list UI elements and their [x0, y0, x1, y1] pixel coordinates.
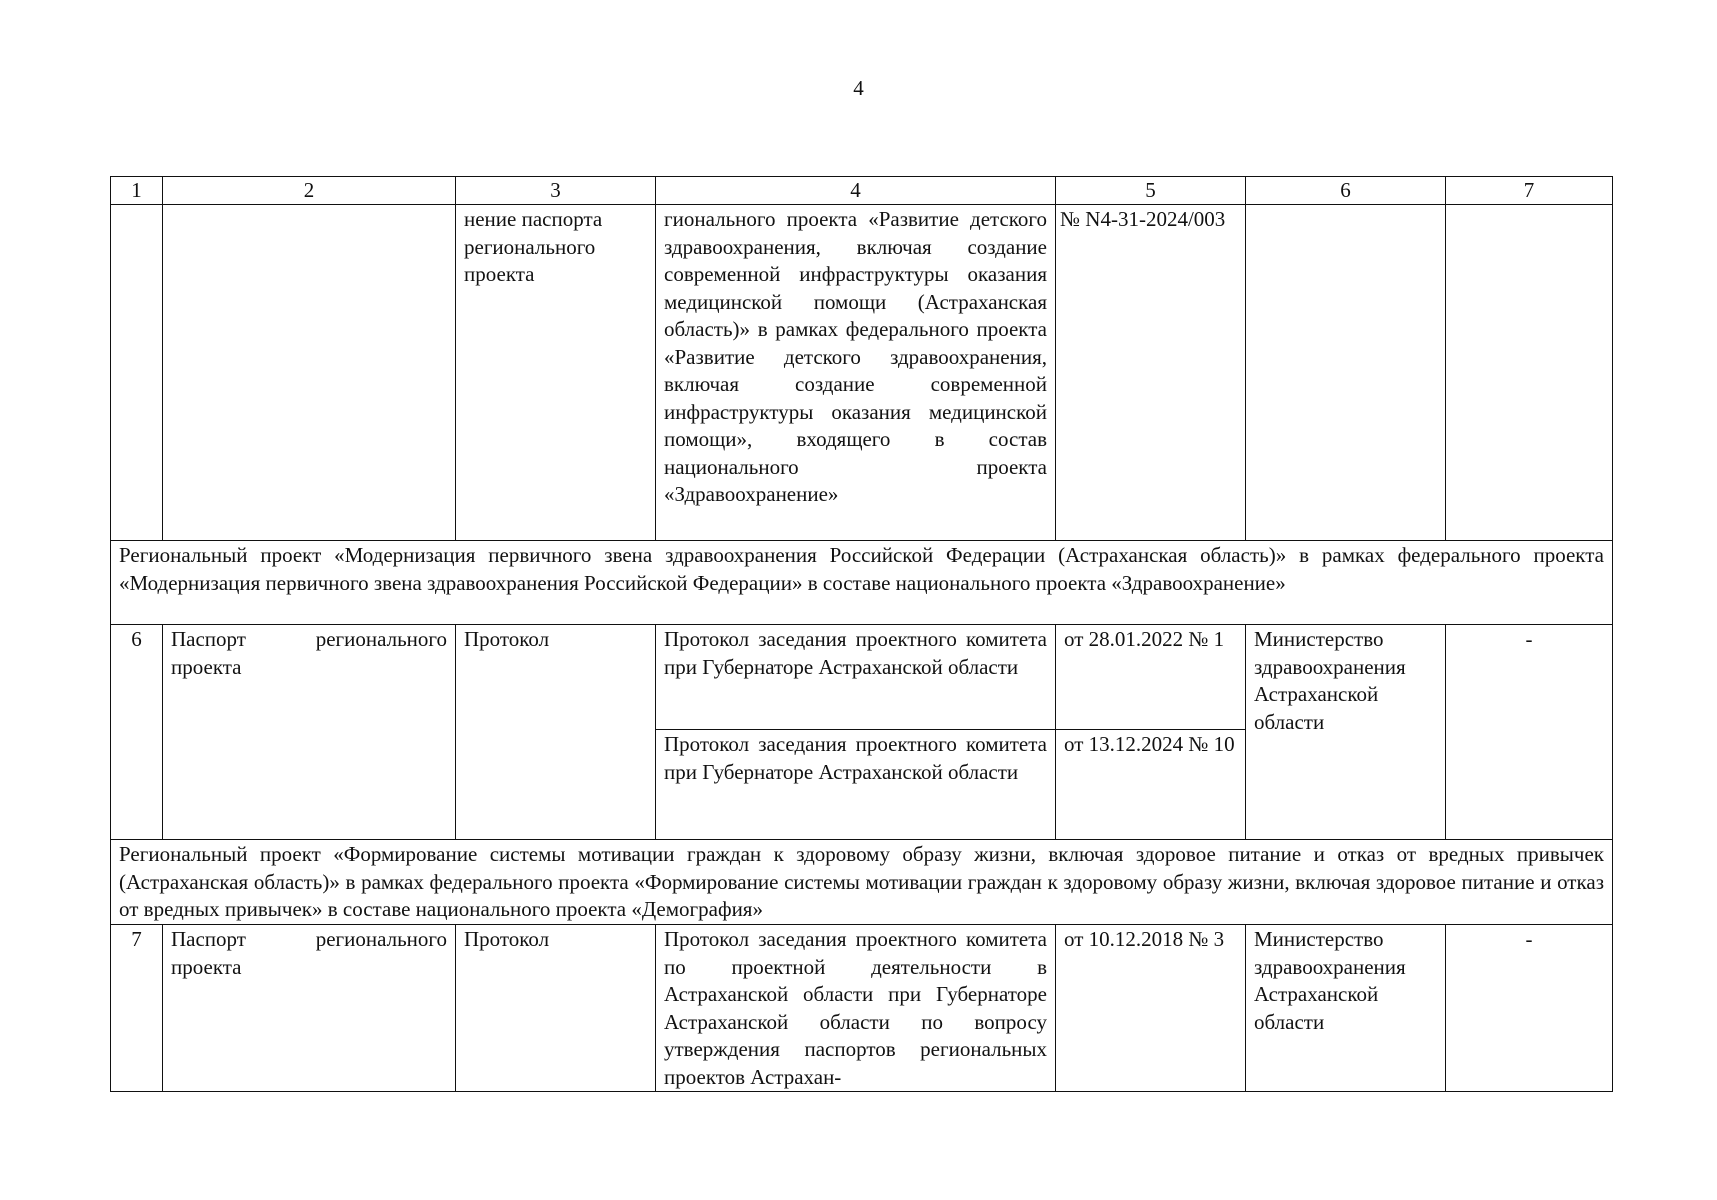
section-heading: Региональный проект «Модернизация первичного звена здравоохранения Российской Федерации (Астраханская область)» в рамках федерального проекта «Модернизация первичного звена здравоохранения Российской Федерации» в составе национального проекта «Здравоохранение» — [111, 541, 1613, 625]
cell-document-kind: Протокол — [456, 925, 656, 1092]
cell-document-name: Протокол заседания проектного комитета по проектной деятельности в Астраханской области при Губернаторе Астраханской области по вопросу утверждения паспортов региональных проектов Астрахан- — [656, 925, 1056, 1092]
table-row-continued — [111, 205, 1613, 541]
column-header: 7 — [1446, 177, 1613, 205]
table-row — [111, 925, 1613, 1092]
table-header-row — [111, 177, 1613, 205]
cell-note: - — [1446, 625, 1613, 840]
column-header: 4 — [656, 177, 1056, 205]
cell-note: - — [1446, 925, 1613, 1092]
table-row — [111, 625, 1613, 730]
cell-number: 7 — [111, 925, 163, 1092]
cell-responsible — [1246, 205, 1446, 541]
column-header: 5 — [1056, 177, 1246, 205]
cell-responsible: Министерство здравоохранения Астраханской области — [1246, 625, 1446, 840]
column-header: 2 — [163, 177, 456, 205]
cell-note — [1446, 205, 1613, 541]
column-header: 3 — [456, 177, 656, 205]
cell-responsible: Министерство здравоохранения Астраханской области — [1246, 925, 1446, 1092]
cell-number: 6 — [111, 625, 163, 840]
cell-document-date-number: от 13.12.2024 № 10 — [1056, 730, 1246, 840]
cell-document-type — [163, 205, 456, 541]
cell-number — [111, 205, 163, 541]
section-row — [111, 840, 1613, 925]
documents-table — [110, 176, 1613, 1092]
cell-document-date-number: № N4-31-2024/003 — [1056, 205, 1246, 541]
section-row — [111, 541, 1613, 625]
cell-document-kind: нение паспорта регионального проекта — [456, 205, 656, 541]
cell-document-type: Паспорт регионального проекта — [163, 625, 456, 840]
column-header: 6 — [1246, 177, 1446, 205]
cell-document-kind: Протокол — [456, 625, 656, 840]
column-header: 1 — [111, 177, 163, 205]
cell-document-date-number: от 10.12.2018 № 3 — [1056, 925, 1246, 1092]
cell-document-type: Паспорт регионального проекта — [163, 925, 456, 1092]
cell-document-name: Протокол заседания проектного комитета при Губернаторе Астраханской области — [656, 730, 1056, 840]
page-number: 4 — [853, 76, 864, 100]
cell-document-name: Протокол заседания проектного комитета при Губернаторе Астраханской области — [656, 625, 1056, 730]
cell-document-date-number: от 28.01.2022 № 1 — [1056, 625, 1246, 730]
cell-document-name: гионального проекта «Развитие детского здравоохранения, включая создание современной инфраструктуры оказания медицинской помощи (Астраханская область)» в рамках федерального проекта «Развитие детского здравоохранения, включая создание современной инфраструктуры оказания медицинской помощи», входящего в состав национального проекта «Здравоохранение» — [656, 205, 1056, 541]
section-heading: Региональный проект «Формирование системы мотивации граждан к здоровому образу жизни, включая здоровое питание и отказ от вредных привычек (Астраханская область)» в рамках федерального проекта «Формирование системы мотивации граждан к здоровому образу жизни, включая здоровое питание и отказ от вредных привычек» в составе национального проекта «Демография» — [111, 840, 1613, 925]
